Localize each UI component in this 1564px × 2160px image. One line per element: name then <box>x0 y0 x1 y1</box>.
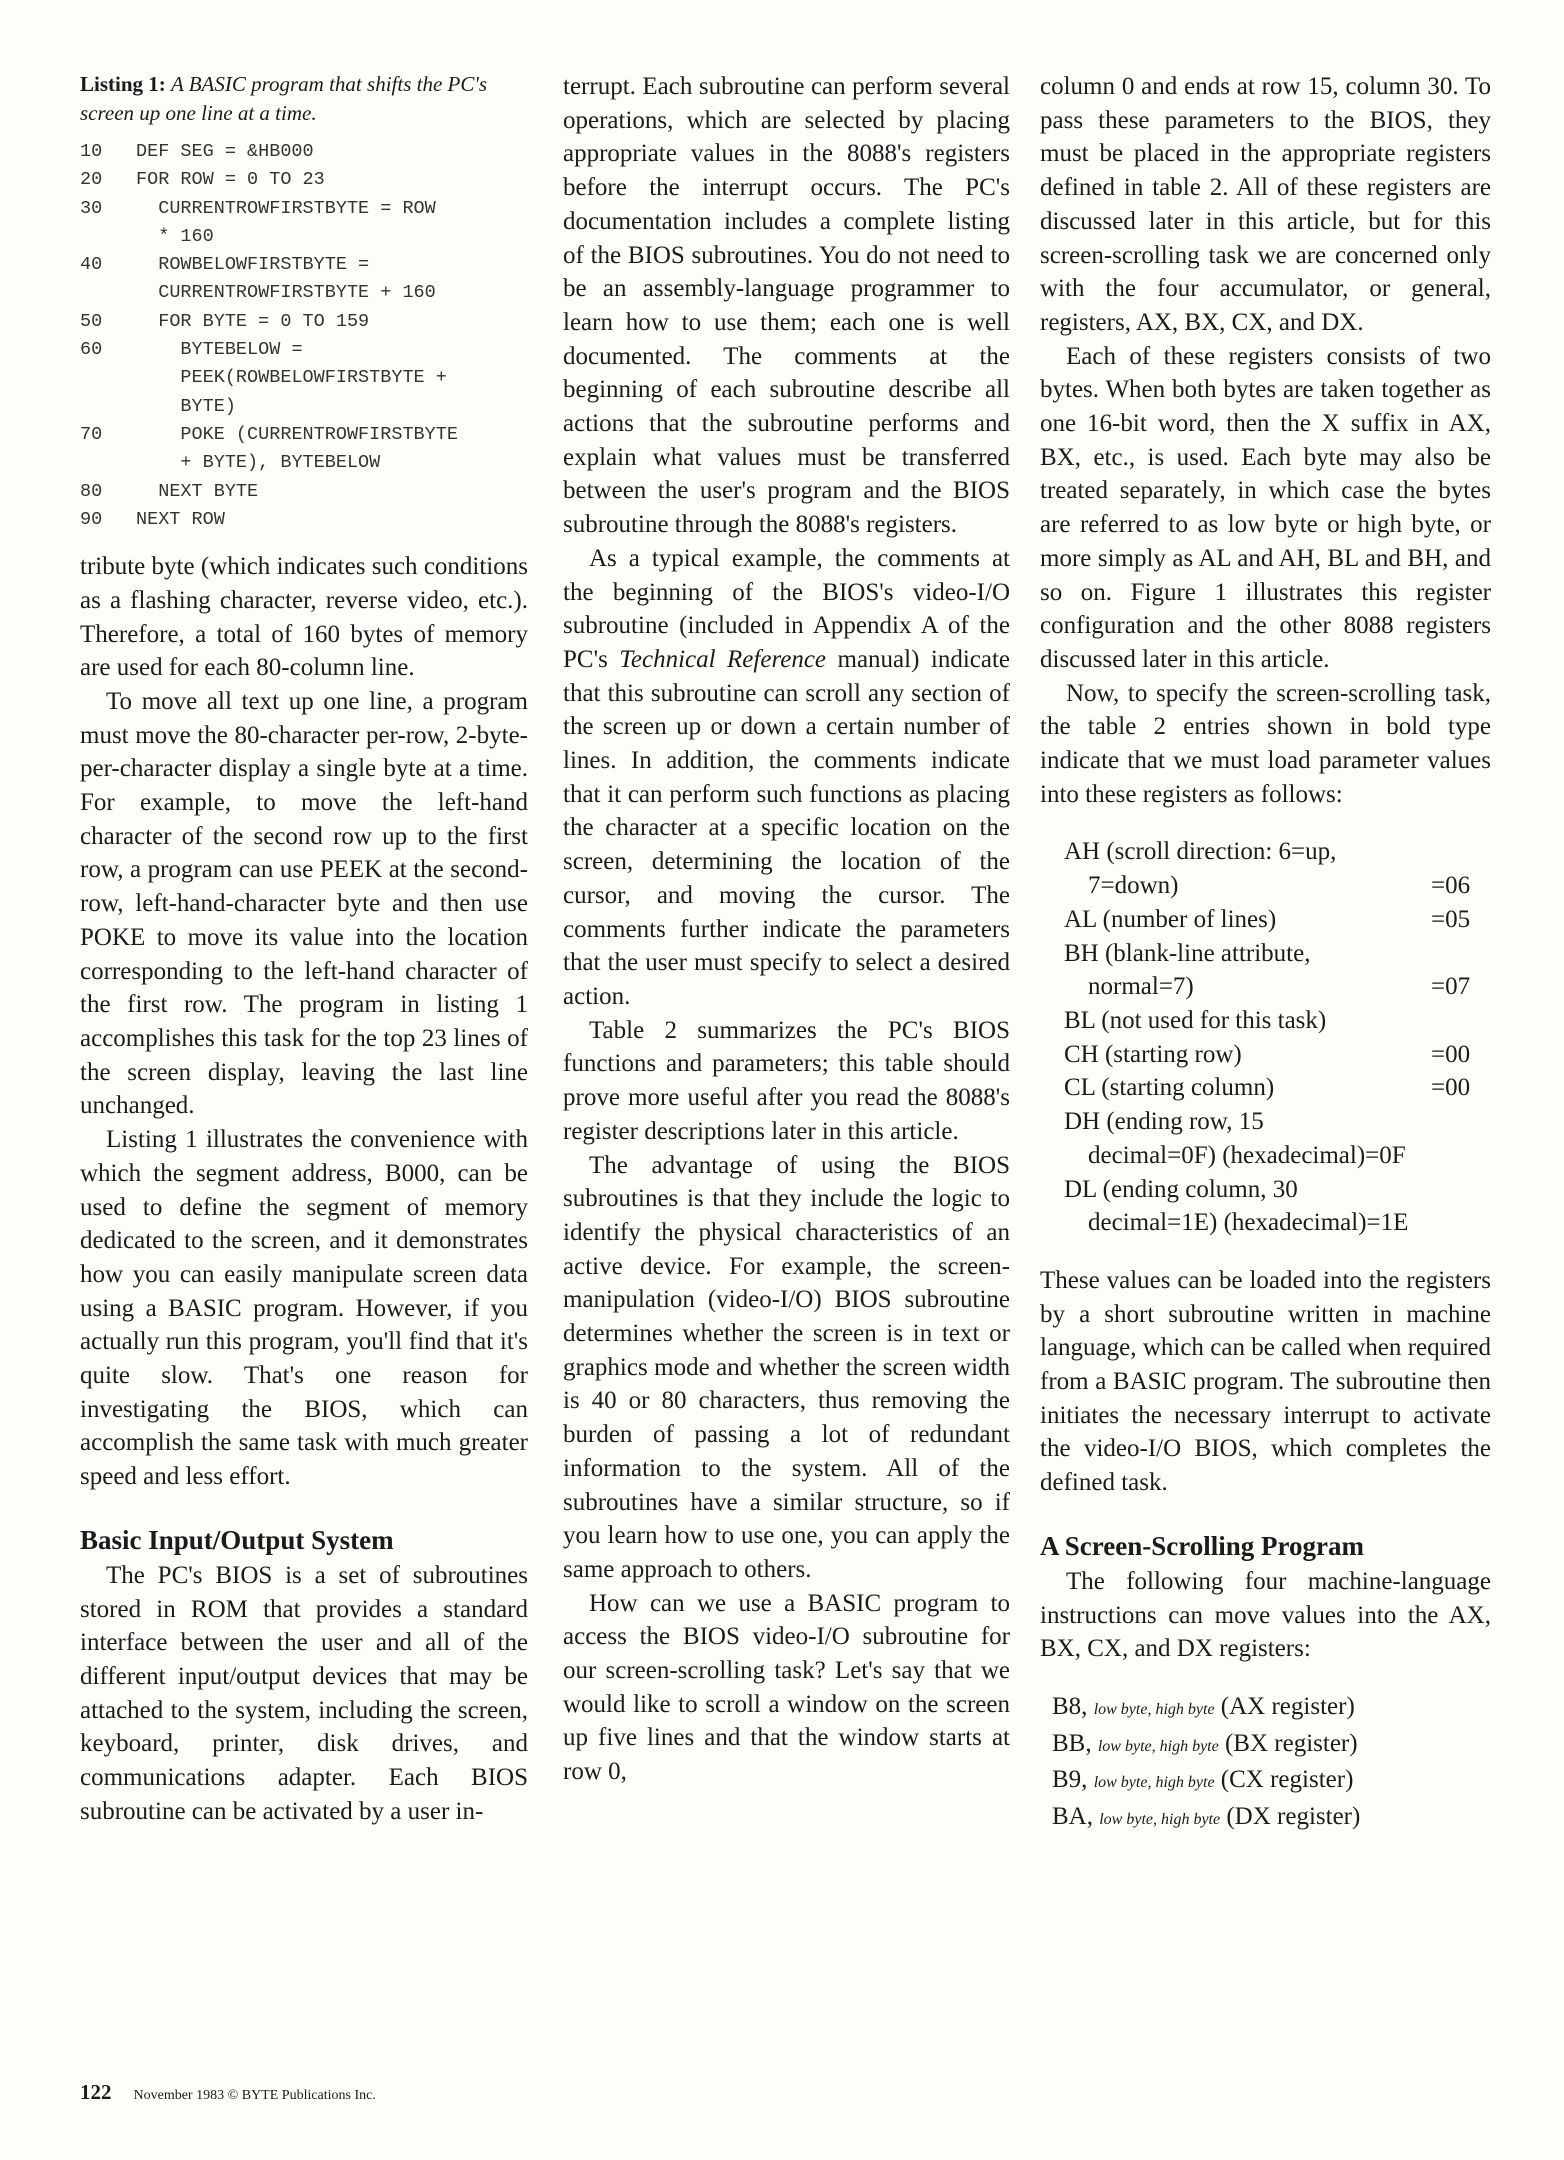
listing-caption <box>80 70 528 128</box>
section-heading: A Screen-Scrolling Program <box>1040 1530 1364 1561</box>
column-1 <box>80 70 528 1828</box>
paragraph: The PC's BIOS is a set of subroutines stored in ROM that provides a standard interface between the user and all of the different input/output devices that may be attached to the system, including the screen, keyboard, printer, disk drives, and communications adapter. Each BIOS subroutine can be activated by a user in- <box>80 1561 528 1825</box>
param-row: AH (scroll direction: 6=up, <box>1064 838 1337 866</box>
paragraph: As a typical example, the comments at the beginning of the BIOS's video-I/O subroutine (included in Appendix A of the PC's Technical Reference manual) indicate that this subroutine can scroll any section of the screen up or down a certain number of lines. In addition, the comments indicate that it can perform such functions as placing the character at a specific location on the screen, determining the location of the cursor, and moving the cursor. The comments further indicate the parameters that the user must specify to select a desired action. <box>563 544 1010 1010</box>
param-row: DL (ending column, 30 <box>1064 1175 1298 1203</box>
paragraph: These values can be loaded into the registers by a short subroutine written in machine language, which can be called when required from a BASIC program. The subroutine then initiates the necessary interrupt to activate the video-I/O BIOS, which completes the defined task. <box>1040 1266 1491 1497</box>
code-line: 90 NEXT ROW <box>80 508 225 530</box>
param-row: DH (ending row, 15 <box>1064 1108 1264 1136</box>
column-3 <box>1040 70 1491 1837</box>
page-footer <box>80 2080 376 2105</box>
listing-label: Listing 1: <box>80 72 166 96</box>
paragraph: terrupt. Each subroutine can perform several operations, which are selected by placing appropriate values in the 8088's registers before the interrupt occurs. The PC's documentation includes a complete listing of the BIOS subroutines. You do not need to be an assembly-language programmer to learn how to use them; each one is well documented. The comments at the beginning of each subroutine describe all actions that the subroutine performs and explain what values must be transferred between the user's program and the BIOS subroutine through the 8088's registers. <box>563 73 1010 539</box>
paragraph: The advantage of using the BIOS subroutines is that they include the logic to identify the physical characteristics of an active device. For example, the screen-manipulation (video-I/O) BIOS subroutine determines whether the screen is in text or graphics mode and whether the screen width is 40 or 80 characters, thus removing the burden of passing a lot of redundant information to the system. All of the subroutines have a similar structure, so if you learn how to use one, you can apply the same approach to others. <box>563 1151 1010 1583</box>
section-heading: Basic Input/Output System <box>80 1524 394 1555</box>
param-row: CL (starting column) =00 <box>1064 1074 1471 1102</box>
paragraph: tribute byte (which indicates such conditions as a flashing character, reverse video, etc.). Therefore, a total of 160 bytes of memory are used for each 80-column line. <box>80 553 528 682</box>
code-line: 50 FOR BYTE = 0 TO 159 <box>80 310 370 332</box>
page-number: 122 <box>80 2080 112 2104</box>
instruction-row: B9, low byte, high byte (CX register) <box>1052 1766 1354 1794</box>
column-2 <box>563 70 1010 1789</box>
code-line: 80 NEXT BYTE <box>80 480 259 502</box>
code-line: 60 BYTEBELOW = PEEK(ROWBELOWFIRSTBYTE + BYTE) <box>80 339 447 417</box>
code-line: 30 CURRENTROWFIRSTBYTE = ROW * 160 <box>80 197 436 247</box>
paragraph: Each of these registers consists of two bytes. When both bytes are taken together as one 16-bit word, then the X suffix in AX, BX, etc., is used. Each byte may also be treated separately, in which case the bytes are referred to as low byte or high byte, or more simply as AL and AH, BL and BH, and so on. Figure 1 illustrates this register configuration and the other 8088 registers discussed later in this article. <box>1040 342 1491 673</box>
instruction-row: BA, low byte, high byte (DX register) <box>1052 1803 1361 1831</box>
paragraph: Table 2 summarizes the PC's BIOS functions and parameters; this table should prove more useful after you read the 8088's register descriptions later in this article. <box>563 1016 1010 1145</box>
param-row: BL (not used for this task) <box>1064 1006 1327 1034</box>
code-listing <box>80 138 528 534</box>
instruction-list <box>1052 1690 1491 1837</box>
instruction-row: B8, low byte, high byte (AX register) <box>1052 1692 1355 1720</box>
param-row: normal=7) =07 <box>1088 973 1471 1001</box>
code-line: 70 POKE (CURRENTROWFIRSTBYTE + BYTE), BYTEBELOW <box>80 423 458 474</box>
instruction-row: BB, low byte, high byte (BX register) <box>1052 1729 1358 1757</box>
paragraph: column 0 and ends at row 15, column 30. To pass these parameters to the BIOS, they must be placed in the appropriate registers defined in table 2. All of these registers are discussed later in this article, but for this screen-scrolling task we are concerned only with the four accumulator, or general, registers, AX, BX, CX, and DX. <box>1040 73 1491 336</box>
code-line: 40 ROWBELOWFIRSTBYTE = CURRENTROWFIRSTBYTE + 160 <box>80 254 436 304</box>
paragraph: The following four machine-language instructions can move values into the AX, BX, CX, and DX registers: <box>1040 1567 1491 1663</box>
paragraph: To move all text up one line, a program must move the 80-character per-row, 2-byte-per-character display a single byte at a time. For example, to move the left-hand character of the second row up to the first row, a program can use PEEK at the second-row, left-hand-character byte and then use POKE to move its value into the location corresponding to the left-hand character of the first row. The program in listing 1 accomplishes this task for the top 23 lines of the screen display, leaving the last line unchanged. <box>80 687 528 1120</box>
code-line: 10 DEF SEG = &HB000 <box>80 141 314 162</box>
paragraph: How can we use a BASIC program to access the BIOS video-I/O subroutine for our screen-scrolling task? Let's say that we would like to scroll a window on the screen up five lines and that the window starts at row 0, <box>563 1589 1010 1786</box>
paragraph: Listing 1 illustrates the convenience with which the segment address, B000, can be used to define the segment of memory dedicated to the screen, and it demonstrates how you can easily manipulate screen data using a BASIC program. However, if you actually run this program, you'll find that it's quite slow. That's one reason for investigating the BIOS, which can accomplish the same task with much greater speed and less effort. <box>80 1126 528 1491</box>
register-parameter-list <box>1064 835 1491 1239</box>
paragraph: Now, to specify the screen-scrolling task, the table 2 entries shown in bold type indicate that we must load parameter values into these registers as follows: <box>1040 679 1491 808</box>
param-row: 7=down) =06 <box>1088 872 1471 900</box>
listing-caption-text: A BASIC program that shifts the PC's screen up one line at a time. <box>80 72 488 125</box>
code-line: 20 FOR ROW = 0 TO 23 <box>80 169 325 191</box>
param-row: decimal=0F) (hexadecimal)=0F <box>1088 1141 1406 1169</box>
param-row: BH (blank-line attribute, <box>1064 939 1311 967</box>
footer-credit: November 1983 © BYTE Publications Inc. <box>133 2088 376 2103</box>
param-row: decimal=1E) (hexadecimal)=1E <box>1088 1209 1409 1237</box>
manual-title: Technical Reference <box>619 645 827 673</box>
param-row: CH (starting row) =00 <box>1064 1040 1471 1068</box>
param-row: AL (number of lines) =05 <box>1064 905 1471 933</box>
